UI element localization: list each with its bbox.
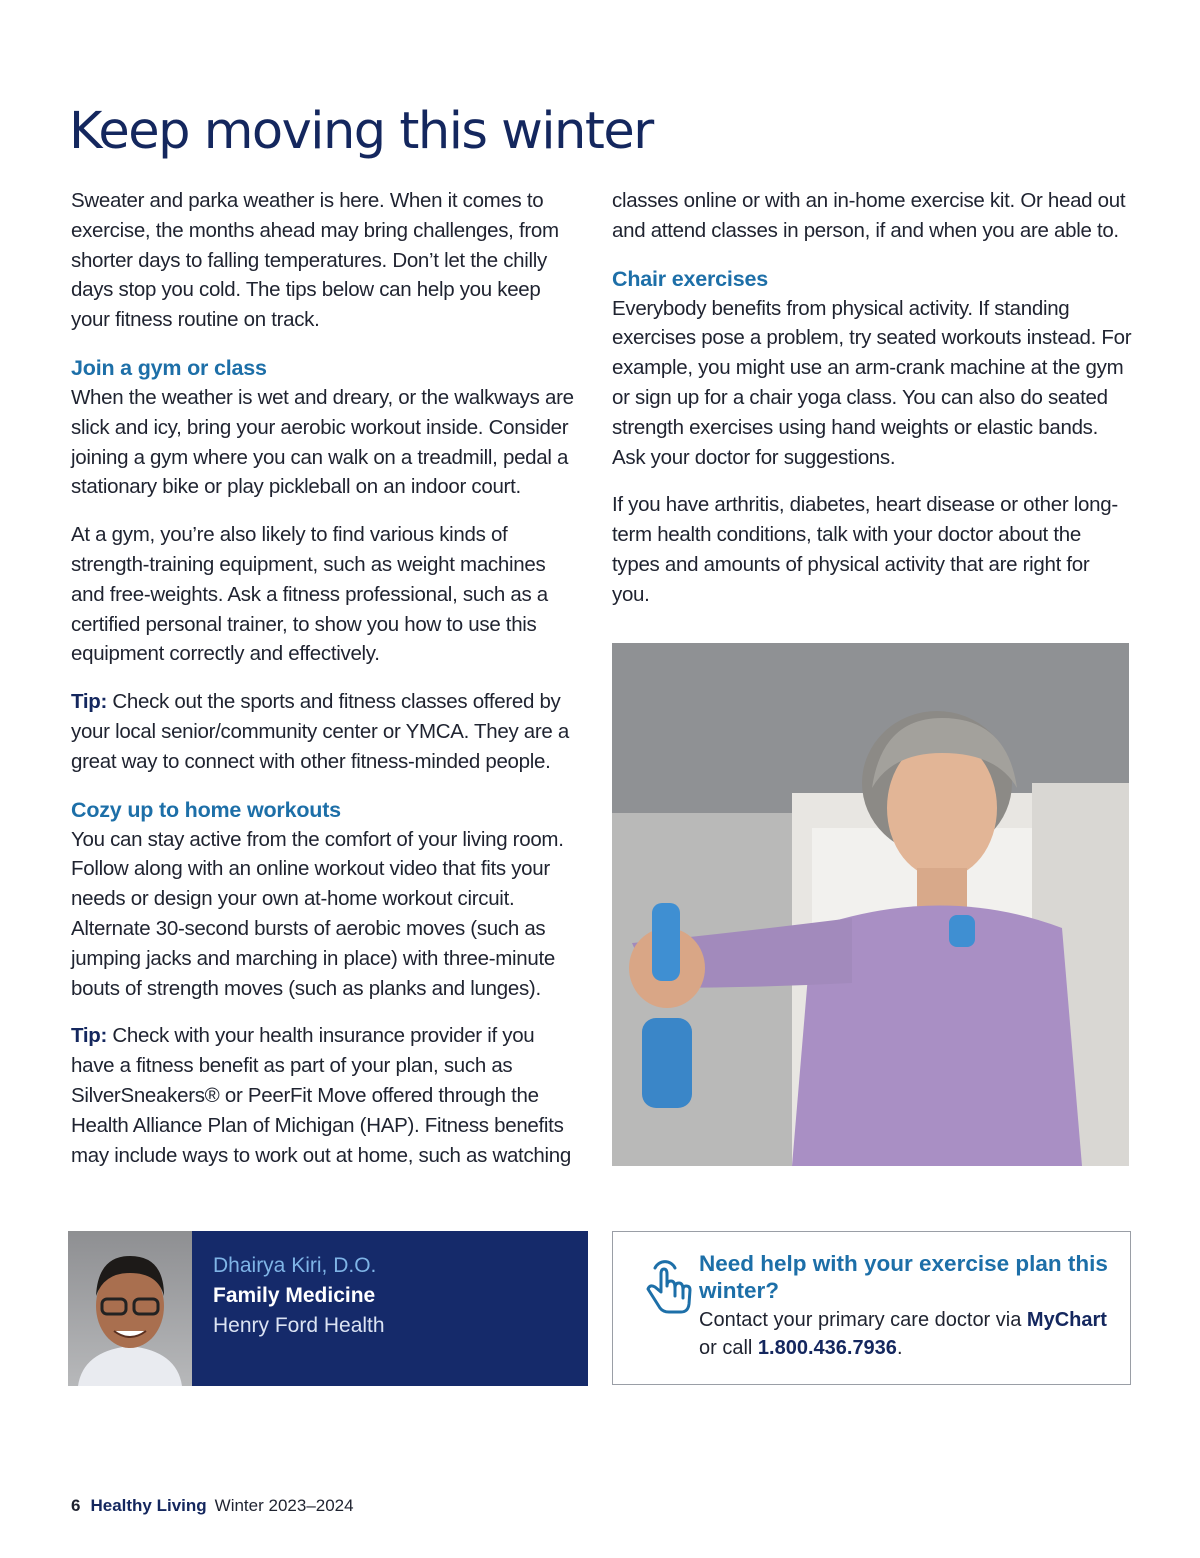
intro-paragraph: Sweater and parka weather is here. When it comes to exercise, the months ahead may bring challenges, from shorter days to falling temperatures. Don’t let the chilly days stop you cold. The tips below can help you keep your fitness routine on track. <box>71 189 559 332</box>
tap-hand-icon <box>641 1252 695 1316</box>
chair-paragraph-2: If you have arthritis, diabetes, heart disease or other long-term health conditions, talk with your doctor about the types and amounts of physical activity that are right for you. <box>612 493 1118 606</box>
tip-paragraph-1 <box>71 687 581 776</box>
magazine-name: Healthy Living <box>90 1496 207 1515</box>
home-paragraph: You can stay active from the comfort of your living room. Follow along with an online workout video that fits your needs or design your own at-home workout circuit. Alternate 30-second bursts of aerobic moves (such as jumping jacks and marching in place) with three-minute bouts of strength moves (such as planks and lunges). <box>71 827 564 1000</box>
continued-paragraph: classes online or with an in-home exercise kit. Or head out and attend classes in person, if and when you are able to. <box>612 189 1126 242</box>
gym-paragraph-1: When the weather is wet and dreary, or the walkways are slick and icy, bring your aerobic workout inside. Consider joining a gym where you can walk on a treadmill, pedal a stationary bike or play pickleball on an indoor court. <box>71 385 574 499</box>
help-text <box>699 1250 1119 1362</box>
help-heading: Need help with your exercise plan this winter? <box>699 1251 1108 1303</box>
doctor-card <box>68 1231 588 1386</box>
phone-number[interactable]: 1.800.436.7936 <box>757 1337 897 1359</box>
gym-paragraph-2: At a gym, you’re also likely to find various kinds of strength-training equipment, such as weight machines and free-weights. Ask a fitness professional, such as a certified personal trainer, to show you how to use this equipment correctly and effectively. <box>71 523 548 666</box>
doctor-organization: Henry Ford Health <box>213 1314 385 1337</box>
section-heading-home: Cozy up to home workouts <box>71 797 341 822</box>
doctor-specialty: Family Medicine <box>213 1284 376 1307</box>
left-column <box>71 186 581 1188</box>
doctor-portrait-illustration <box>68 1231 192 1386</box>
tip-label: Tip: <box>71 1024 107 1048</box>
exercise-photo <box>612 643 1129 1166</box>
tip-text: Check with your health insurance provider if you have a fitness benefit as part of your plan, such as SilverSneakers® or PeerFit Move offered through the Health Alliance Plan of Michigan (HAP). Fitness benefits may include ways to work out at home, such as watching <box>71 1024 571 1167</box>
section-heading-chair: Chair exercises <box>612 266 768 291</box>
doctor-photo <box>68 1231 192 1386</box>
page-number: 6 <box>71 1496 81 1515</box>
tip-paragraph-2 <box>71 1021 581 1170</box>
page-footer <box>71 1496 354 1516</box>
mychart-link[interactable]: MyChart <box>1026 1309 1107 1331</box>
help-body-mid: or call <box>699 1337 758 1359</box>
issue-date: Winter 2023–2024 <box>214 1496 354 1515</box>
tip-label: Tip: <box>71 690 107 714</box>
help-body-prefix: Contact your primary care doctor via <box>699 1309 1027 1331</box>
doctor-info <box>213 1251 385 1341</box>
section-heading-gym: Join a gym or class <box>71 355 267 380</box>
chair-paragraph-1: Everybody benefits from physical activity. If standing exercises pose a problem, try seated workouts instead. For example, you might use an arm-crank machine at the gym or sign up for a chair yoga class. You can also do seated strength exercises using hand weights or elastic bands. Ask your doctor for suggestions. <box>612 296 1132 469</box>
tip-text: Check out the sports and fitness classes offered by your local senior/community center or YMCA. They are a great way to connect with other fitness-minded people. <box>71 690 570 773</box>
right-column <box>612 186 1132 628</box>
help-box <box>612 1231 1131 1385</box>
help-body <box>699 1306 1119 1362</box>
help-body-suffix: . <box>896 1337 903 1359</box>
page-title: Keep moving this winter <box>69 102 653 161</box>
doctor-name: Dhairya Kiri, D.O. <box>213 1254 377 1277</box>
woman-with-dumbbells-illustration <box>612 643 1129 1166</box>
